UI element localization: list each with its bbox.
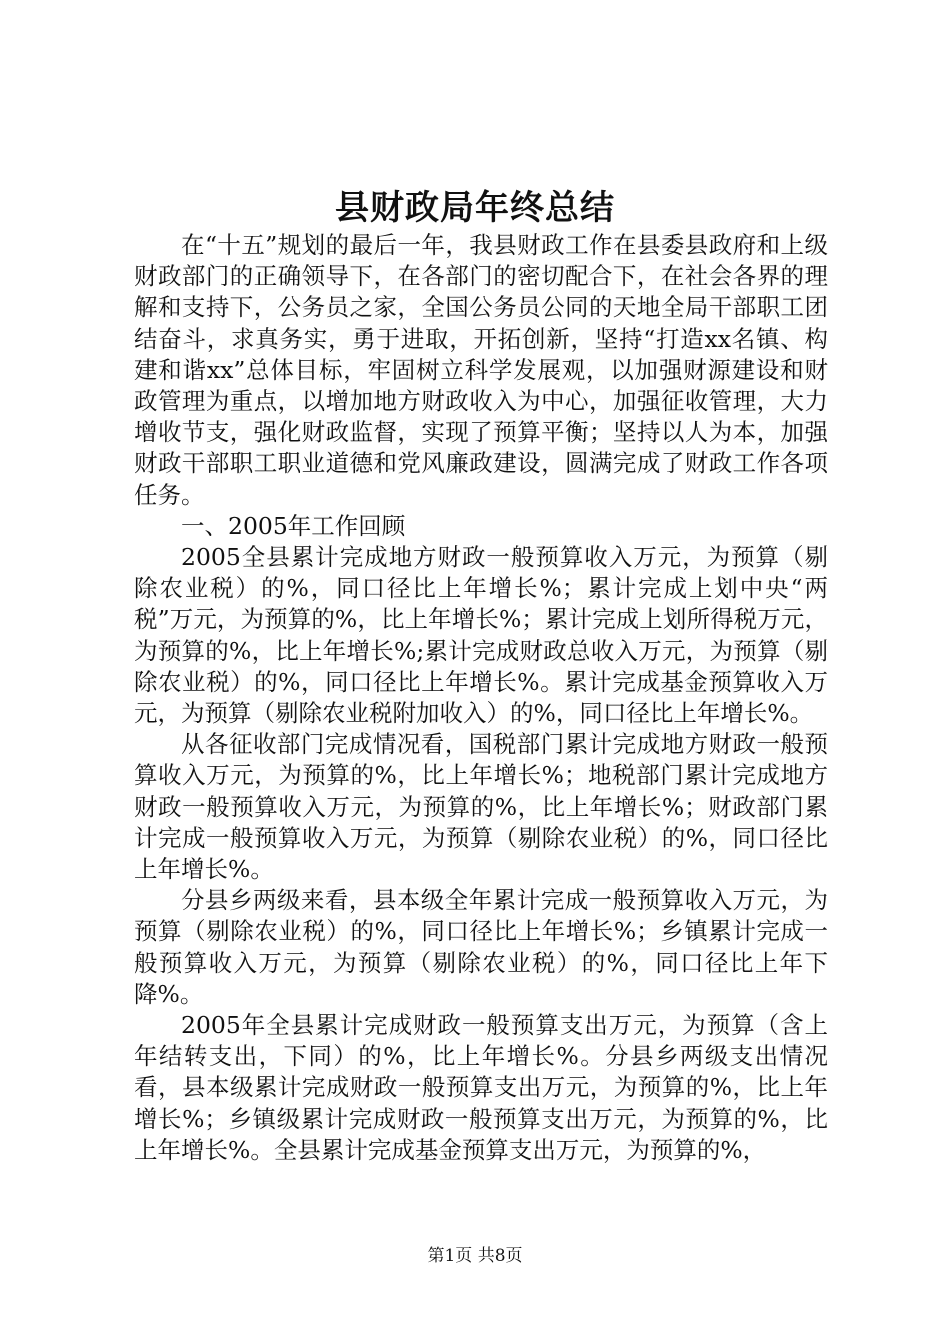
page-number: 第1页 共8页 <box>427 1246 523 1266</box>
document-title: 县财政局年终总结 <box>335 188 615 228</box>
county-township-paragraph: 分县乡两级来看，县本级全年累计完成一般预算收入万元，为预算（剔除农业税）的%，同口径比上年增长%；乡镇累计完成一般预算收入万元，为预算（剔除农业税）的%，同口径比上年下降%。 <box>134 886 828 1008</box>
revenue-paragraph: 2005全县累计完成地方财政一般预算收入万元，为预算（剔除农业税）的%，同口径比上年增长%；累计完成上划中央“两税”万元，为预算的%，比上年增长%；累计完成上划所得税万元，为预算的%，比上年增长%;累计完成财政总收入万元，为预算（剔除农业税）的%，同口径比上年增长%。累计完成基金预算收入万元，为预算（剔除农业税附加收入）的%，同口径比上年增长%。 <box>134 543 828 728</box>
section-heading: 一、2005年工作回顾 <box>181 511 406 540</box>
expenditure-paragraph: 2005年全县累计完成财政一般预算支出万元，为预算（含上年结转支出，下同）的%，比上年增长%。分县乡两级支出情况看，县本级累计完成财政一般预算支出万元，为预算的%，比上年增长%；乡镇级累计完成财政一般预算支出万元，为预算的%，比上年增长%。全县累计完成基金预算支出万元，为预算的%， <box>134 1011 828 1164</box>
department-paragraph: 从各征收部门完成情况看，国税部门累计完成地方财政一般预算收入万元，为预算的%，比上年增长%；地税部门累计完成地方财政一般预算收入万元，为预算的%，比上年增长%；财政部门累计完成一般预算收入万元，为预算（剔除农业税）的%，同口径比上年增长%。 <box>134 730 828 884</box>
intro-paragraph: 在“十五”规划的最后一年，我县财政工作在县委县政府和上级财政部门的正确领导下，在各部门的密切配合下，在社会各界的理解和支持下，公务员之家，全国公务员公同的天地全局干部职工团结奋斗，求真务实，勇于进取，开拓创新，坚持“打造xx名镇、构建和谐xx”总体目标，牢固树立科学发展观，以加强财源建设和财政管理为重点，以增加地方财政收入为中心，加强征收管理，大力增收节支，强化财政监督，实现了预算平衡；坚持以人为本，加强财政干部职工职业道德和党风廉政建设，圆满完成了财政工作各项任务。 <box>134 231 828 509</box>
document-body <box>134 230 828 1166</box>
